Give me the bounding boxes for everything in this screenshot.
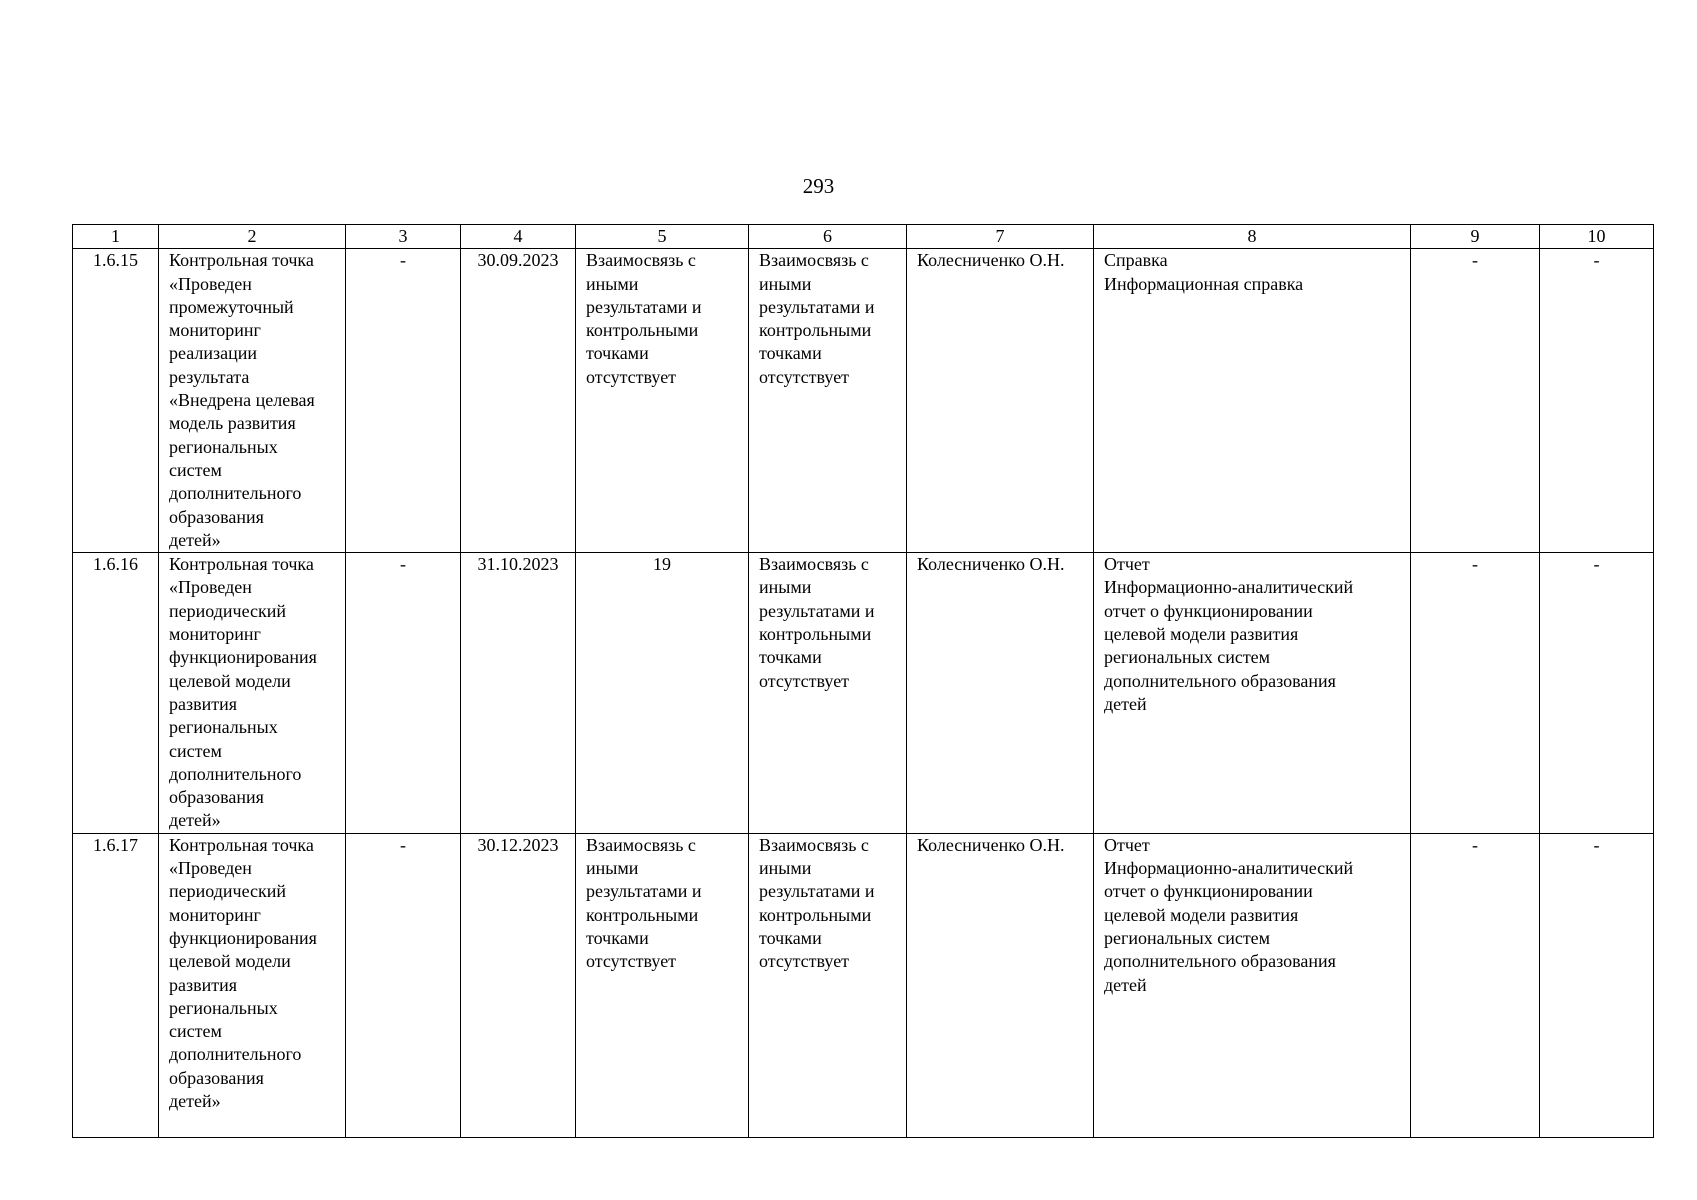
row-number: 1.6.16	[73, 553, 159, 834]
col5-value: 19	[576, 553, 749, 834]
text-line: детей	[1104, 693, 1147, 714]
header-cell: 9	[1411, 225, 1540, 249]
header-cell: 8	[1094, 225, 1411, 249]
responsible-person: Колесниченко О.Н.	[907, 553, 1094, 834]
text-line: отсутствует	[586, 951, 677, 972]
date-value: 30.12.2023	[461, 833, 576, 1137]
text-line: дополнительного	[169, 483, 302, 504]
text-line: результатами и	[586, 296, 702, 317]
header-cell: 3	[346, 225, 461, 249]
col8-value	[1094, 249, 1411, 553]
text-line: дополнительного образования	[1104, 670, 1336, 691]
text-line: мониторинг	[169, 624, 261, 645]
responsible-person: Колесниченко О.Н.	[907, 249, 1094, 553]
text-line: Контрольная точка	[169, 554, 314, 575]
col6-value	[749, 249, 907, 553]
text-line: «Проведен	[169, 858, 252, 879]
text-line: иными	[759, 858, 812, 879]
text-line: «Внедрена целевая	[169, 390, 315, 411]
header-cell: 6	[749, 225, 907, 249]
header-cell: 10	[1540, 225, 1654, 249]
text-line: результатами и	[759, 296, 875, 317]
text-line: дополнительного образования	[1104, 951, 1336, 972]
text-line: Информационная справка	[1104, 273, 1304, 294]
text-line: Взаимосвязь с	[759, 834, 869, 855]
page-number	[0, 174, 1697, 198]
col9-value: -	[1411, 249, 1540, 553]
text-line: целевой модели	[169, 670, 291, 691]
text-line: иными	[586, 858, 639, 879]
text-line: региональных	[169, 717, 278, 738]
text-line: систем	[169, 1021, 222, 1042]
text-line: Информационно-аналитический	[1104, 858, 1354, 879]
text-line: детей»	[169, 810, 221, 831]
text-line: целевой модели развития	[1104, 904, 1299, 925]
text-line: мониторинг	[169, 320, 261, 341]
text-line: Справка	[1104, 250, 1168, 271]
text-line: контрольными	[759, 320, 872, 341]
text-line: иными	[759, 577, 812, 598]
row-number: 1.6.17	[73, 833, 159, 1137]
header-cell: 2	[159, 225, 346, 249]
control-point-name	[159, 553, 346, 834]
text-line: Взаимосвязь с	[759, 554, 869, 575]
text-line: результатами и	[759, 881, 875, 902]
col3-value: -	[346, 833, 461, 1137]
col9-value: -	[1411, 833, 1540, 1137]
text-line: детей»	[169, 529, 221, 550]
text-line: Взаимосвязь с	[586, 250, 696, 271]
page-number-text: 293	[802, 174, 835, 198]
text-line: целевой модели развития	[1104, 624, 1299, 645]
text-line: образования	[169, 1067, 264, 1088]
control-points-table	[72, 224, 1654, 1138]
text-line: точками	[759, 647, 822, 668]
col6-value	[749, 833, 907, 1137]
row-number: 1.6.15	[73, 249, 159, 553]
text-line: детей	[1104, 974, 1147, 995]
text-line: Контрольная точка	[169, 834, 314, 855]
responsible-person: Колесниченко О.Н.	[907, 833, 1094, 1137]
text-line: Отчет	[1104, 554, 1150, 575]
table-row	[73, 249, 1654, 553]
text-line: контрольными	[759, 624, 872, 645]
text-line: отсутствует	[586, 366, 677, 387]
text-line: периодический	[169, 600, 287, 621]
col6-value	[749, 553, 907, 834]
date-value: 30.09.2023	[461, 249, 576, 553]
control-point-name	[159, 833, 346, 1137]
col3-value: -	[346, 249, 461, 553]
text-line: Контрольная точка	[169, 250, 314, 271]
text-line: реализации	[169, 343, 257, 364]
col3-value: -	[346, 553, 461, 834]
text-line: модель развития	[169, 413, 296, 434]
text-line: образования	[169, 506, 264, 527]
text-line: «Проведен	[169, 273, 252, 294]
text-line: отчет о функционировании	[1104, 600, 1313, 621]
text-line: мониторинг	[169, 904, 261, 925]
header-row	[73, 225, 1654, 249]
text-line: результата	[169, 366, 250, 387]
text-line: результатами и	[586, 881, 702, 902]
text-line: детей»	[169, 1090, 221, 1111]
col5-value	[576, 833, 749, 1137]
col8-value	[1094, 553, 1411, 834]
header-cell: 4	[461, 225, 576, 249]
text-line: Информационно-аналитический	[1104, 577, 1354, 598]
text-line: отчет о функционировании	[1104, 881, 1313, 902]
text-line: целевой модели	[169, 951, 291, 972]
text-line: контрольными	[586, 904, 699, 925]
control-point-name	[159, 249, 346, 553]
text-line: точками	[586, 343, 649, 364]
text-line: Взаимосвязь с	[586, 834, 696, 855]
text-line: контрольными	[759, 904, 872, 925]
col8-value	[1094, 833, 1411, 1137]
col5-value	[576, 249, 749, 553]
text-line: отсутствует	[759, 951, 850, 972]
header-cell: 1	[73, 225, 159, 249]
text-line: региональных	[169, 997, 278, 1018]
text-line: Взаимосвязь с	[759, 250, 869, 271]
col10-value: -	[1540, 553, 1654, 834]
col10-value: -	[1540, 249, 1654, 553]
text-line: дополнительного	[169, 763, 302, 784]
text-line: иными	[586, 273, 639, 294]
text-line: развития	[169, 974, 238, 995]
header-cell: 5	[576, 225, 749, 249]
col9-value: -	[1411, 553, 1540, 834]
table-row	[73, 833, 1654, 1137]
text-line: функционирования	[169, 927, 317, 948]
text-line: дополнительного	[169, 1044, 302, 1065]
text-line: периодический	[169, 881, 287, 902]
text-line: отсутствует	[759, 670, 850, 691]
text-line: точками	[759, 927, 822, 948]
text-line: региональных систем	[1104, 927, 1271, 948]
text-line: региональных систем	[1104, 647, 1271, 668]
text-line: точками	[586, 927, 649, 948]
text-line: иными	[759, 273, 812, 294]
table-row	[73, 553, 1654, 834]
text-line: точками	[759, 343, 822, 364]
text-line: региональных	[169, 436, 278, 457]
text-line: контрольными	[586, 320, 699, 341]
text-line: «Проведен	[169, 577, 252, 598]
text-line: промежуточный	[169, 296, 294, 317]
header-cell: 7	[907, 225, 1094, 249]
text-line: Отчет	[1104, 834, 1150, 855]
text-line: отсутствует	[759, 366, 850, 387]
date-value: 31.10.2023	[461, 553, 576, 834]
text-line: развития	[169, 693, 238, 714]
text-line: образования	[169, 787, 264, 808]
col10-value: -	[1540, 833, 1654, 1137]
text-line: функционирования	[169, 647, 317, 668]
text-line: систем	[169, 740, 222, 761]
text-line: систем	[169, 459, 222, 480]
text-line: результатами и	[759, 600, 875, 621]
